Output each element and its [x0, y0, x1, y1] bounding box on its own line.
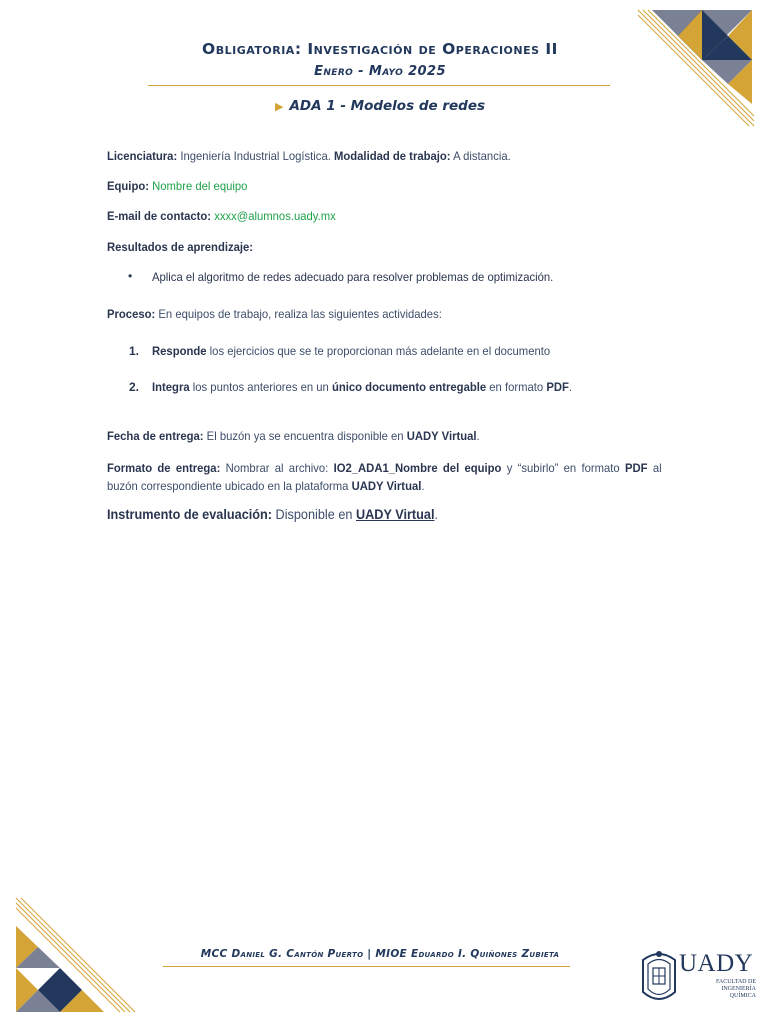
faculty-name — [696, 979, 756, 1000]
formato-bold: IO2_ADA1_Nombre del equipo — [333, 461, 502, 475]
fecha-text: El buzón ya se encuentra disponible en — [203, 429, 407, 443]
activity-title — [150, 98, 610, 114]
proceso-value: En equipos de trabajo, realiza las siguientes actividades: — [155, 307, 442, 321]
formato-text: Nombrar al archivo: — [220, 461, 334, 475]
faculty-line: QUÍMICA — [729, 993, 756, 999]
instrumento-text: Disponible en — [272, 507, 356, 522]
footer-divider — [163, 966, 570, 967]
formato-bold: PDF — [624, 461, 648, 475]
formato-label: Formato de entrega: — [107, 461, 221, 475]
fecha-bold: UADY Virtual — [406, 429, 477, 443]
step-item — [152, 344, 631, 358]
step-bold: PDF — [546, 380, 569, 394]
equipo-label: Equipo: — [107, 179, 149, 193]
licenciatura-label: Licenciatura: — [107, 149, 178, 163]
formato-bold: UADY Virtual — [351, 479, 422, 493]
step-text: en formato — [486, 380, 547, 394]
step-text: . — [568, 380, 573, 394]
activity-title-text: ADA 1 - Modelos de redes — [289, 98, 486, 114]
fecha-label: Fecha de entrega: — [107, 429, 204, 443]
formato-end: . — [421, 479, 425, 493]
email-label: E-mail de contacto: — [107, 209, 212, 223]
instrumento-label: Instrumento de evaluación: — [107, 507, 273, 522]
document-title: Obligatoria: Investigación de Operaciones II — [202, 40, 558, 58]
fecha-end: . — [476, 429, 480, 443]
proceso-line — [107, 307, 629, 321]
corner-decoration-top — [628, 0, 768, 140]
corner-decoration-bottom — [0, 890, 140, 1024]
faculty-line: INGENIERÍA — [721, 986, 756, 992]
step-text: los ejercicios que se te proporcionan más adelante en el documento — [206, 344, 551, 358]
uady-logo: UADY — [679, 950, 754, 977]
step-text: los puntos anteriores en un — [189, 380, 332, 394]
step-bold: único documento entregable — [331, 380, 487, 394]
formato-paragraph — [107, 459, 662, 495]
document-period: Enero - Mayo 2025 — [314, 64, 446, 79]
proceso-label: Proceso: — [107, 307, 156, 321]
step-number: 1. — [129, 344, 140, 358]
modalidad-value: A distancia. — [450, 149, 511, 163]
licenciatura-value: Ingeniería Industrial Logística. — [177, 149, 334, 163]
resultados-label: Resultados de aprendizaje: — [107, 240, 254, 254]
uady-virtual-link[interactable]: UADY Virtual — [355, 507, 435, 522]
resultado-item: Aplica el algoritmo de redes adecuado para resolver problemas de optimización. — [152, 270, 554, 284]
formato-text: y “subirlo” en formato — [501, 461, 625, 475]
licenciatura-line — [107, 149, 629, 163]
header-divider — [148, 85, 610, 86]
faculty-line: FACULTAD DE — [715, 979, 756, 985]
triangle-right-icon: ▶ — [274, 100, 284, 113]
resultados-heading — [107, 240, 629, 254]
equipo-line — [107, 179, 629, 193]
step-number: 2. — [129, 380, 140, 394]
step-bold: Integra — [152, 380, 190, 394]
instrumento-line — [107, 507, 629, 522]
bullet-icon: • — [128, 269, 133, 283]
formato-text: al buzón correspondiente ubicado en la plataforma — [107, 461, 662, 493]
step-bold: Responde — [152, 344, 207, 358]
uady-seal-icon — [639, 946, 679, 1008]
email-line — [107, 209, 629, 223]
fecha-line — [107, 429, 629, 443]
modalidad-label: Modalidad de trabajo: — [333, 149, 451, 163]
instrumento-end: . — [434, 507, 439, 522]
footer-authors: MCC Daniel G. Cantón Puerto | MIOE Eduardo I. Quiñones Zubieta — [200, 948, 560, 960]
step-item — [152, 380, 631, 394]
equipo-value: Nombre del equipo — [152, 179, 248, 193]
email-value: xxxx@alumnos.uady.mx — [214, 209, 336, 223]
